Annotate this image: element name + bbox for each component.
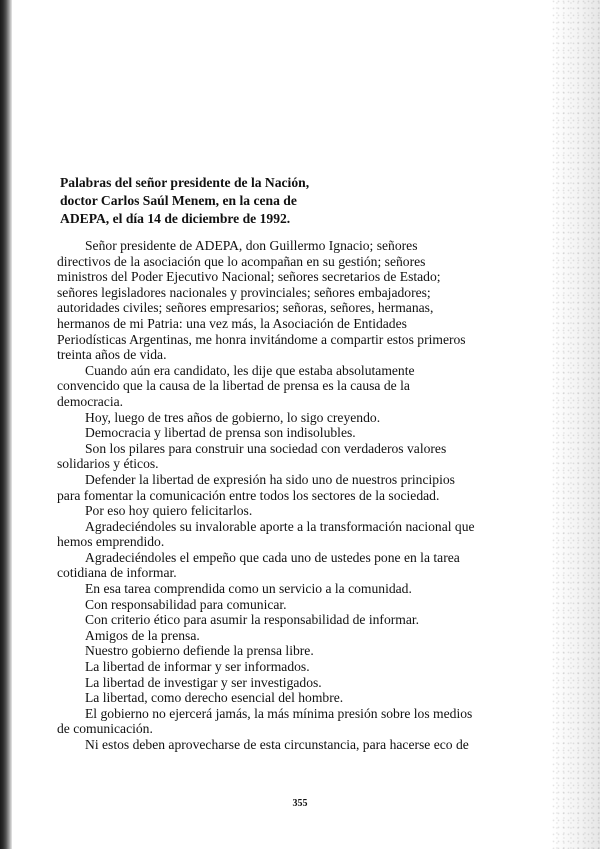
body-line: Defender la libertad de expresión ha sido uno de nuestros principios <box>85 471 455 487</box>
body-line: Agradeciéndoles el empeño que cada uno de ustedes pone en la tarea <box>85 549 460 565</box>
title-line: ADEPA, el día 14 de diciembre de 1992. <box>60 211 291 226</box>
body-line: cotidiana de informar. <box>57 565 177 581</box>
speech-body <box>57 238 537 753</box>
page-number: 355 <box>292 798 308 809</box>
body-line: solidarios y éticos. <box>57 456 159 472</box>
body-line: El gobierno no ejercerá jamás, la más mínima presión sobre los medios <box>85 705 473 721</box>
body-line: Nuestro gobierno defiende la prensa libre. <box>85 643 314 659</box>
body-line: Cuando aún era candidato, les dije que estaba absolutamente <box>85 362 415 378</box>
body-line: hemos emprendido. <box>57 534 165 550</box>
body-line: ministros del Poder Ejecutivo Nacional; señores secretarios de Estado; <box>57 269 441 285</box>
body-line: La libertad de investigar y ser investigados. <box>85 674 322 690</box>
speech-title <box>60 174 540 228</box>
body-line: treinta años de vida. <box>57 347 167 363</box>
body-line: para fomentar la comunicación entre todos los sectores de la sociedad. <box>57 487 440 503</box>
body-line: autoridades civiles; señores empresarios; señoras, señores, hermanas, <box>57 300 434 316</box>
body-line: Periodísticas Argentinas, me honra invitándome a compartir estos primeros <box>57 331 466 347</box>
body-line: Señor presidente de ADEPA, don Guillermo Ignacio; señores <box>85 238 418 253</box>
body-line: Agradeciéndoles su invalorable aporte a la transformación nacional que <box>85 518 475 534</box>
body-line: directivos de la asociación que lo acompañan en su gestión; señores <box>57 253 426 269</box>
scan-right-edge <box>552 0 600 849</box>
body-line: La libertad de informar y ser informados. <box>85 659 310 675</box>
body-line: señores legisladores nacionales y provinciales; señores embajadores; <box>57 284 431 300</box>
body-line: Hoy, luego de tres años de gobierno, lo sigo creyendo. <box>85 409 381 425</box>
body-line: La libertad, como derecho esencial del hombre. <box>85 690 344 706</box>
body-line: En esa tarea comprendida como un servicio a la comunidad. <box>85 581 412 597</box>
body-line: Amigos de la prensa. <box>85 627 200 643</box>
body-line: Por eso hoy quiero felicitarlos. <box>85 503 253 519</box>
body-line: democracia. <box>57 393 124 409</box>
body-line: hermanos de mi Patria: una vez más, la Asociación de Entidades <box>57 315 407 331</box>
body-line: Con responsabilidad para comunicar. <box>85 596 287 612</box>
body-line: convencido que la causa de la libertad de prensa es la causa de la <box>57 378 410 394</box>
title-line: doctor Carlos Saúl Menem, en la cena de <box>60 193 297 208</box>
body-line: Democracia y libertad de prensa son indisolubles. <box>85 425 356 441</box>
body-line: de comunicación. <box>57 721 153 737</box>
body-line: Son los pilares para construir una sociedad con verdaderos valores <box>85 440 447 456</box>
body-line: Con criterio ético para asumir la responsabilidad de informar. <box>85 612 420 628</box>
scan-left-edge <box>0 0 12 849</box>
body-line: Ni estos deben aprovecharse de esta circunstancia, para hacerse eco de <box>85 737 469 752</box>
title-line: Palabras del señor presidente de la Nación, <box>60 175 310 190</box>
